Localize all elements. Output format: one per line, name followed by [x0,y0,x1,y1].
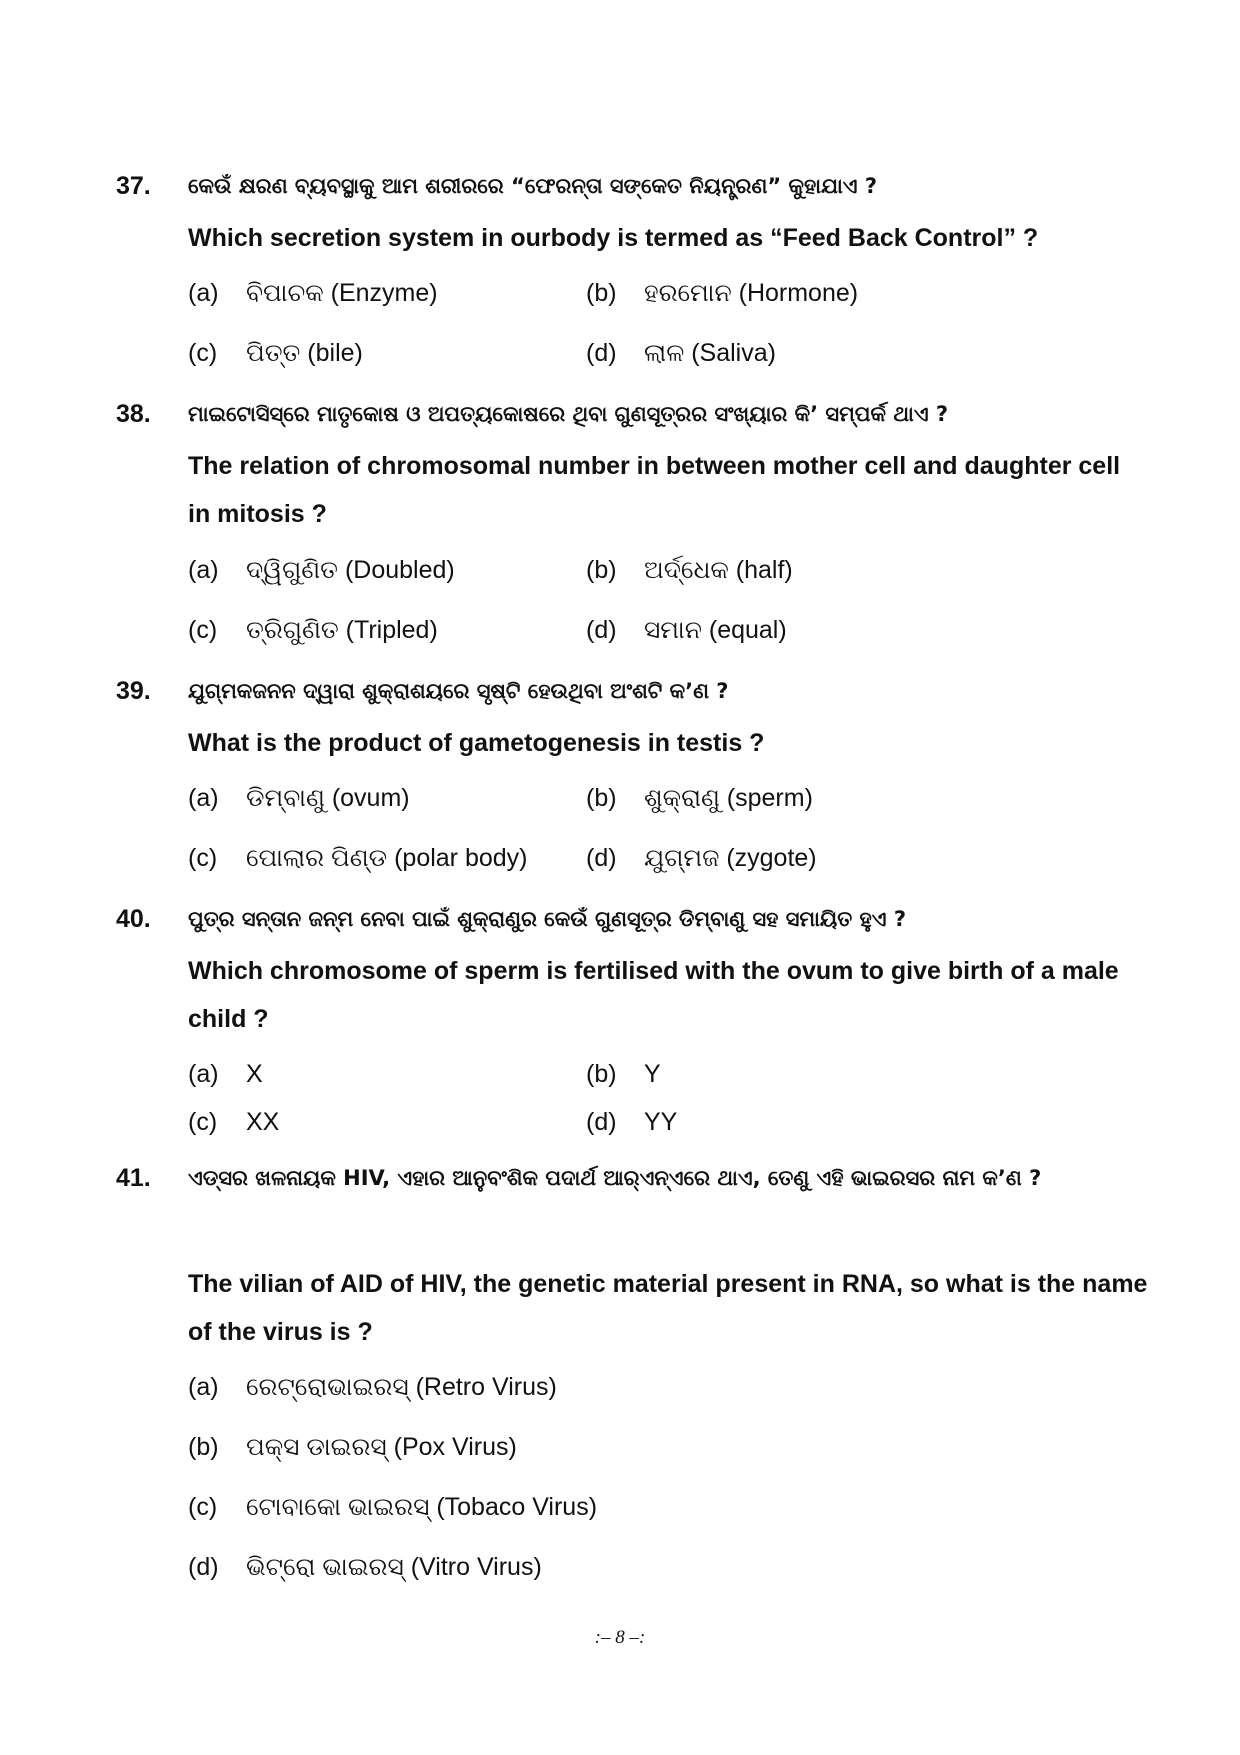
option-d [188,1550,542,1584]
option-c [188,1105,279,1139]
question-text-odia: ପୁତ୍ର ସନ୍ତାନ ଜନ୍ମ ନେବା ପାଇଁ ଶୁକ୍ରାଣୁର କେଉଁ ଗୁଣସୂତ୍ର ଡିମ୍ବାଣୁ ସହ ସମାୟିତ ହୁଏ ? [188,907,907,931]
question-text-odia: ଯୁଗ୍ମକଜନନ ଦ୍ୱାରା ଶୁକ୍ରାଶୟରେ ସୃଷ୍ଟି ହେଉଥିବା ଅଂଶଟି କ’ଣ ? [188,679,729,703]
question-number: 38. [116,400,151,428]
option-label: (c) [188,339,218,367]
option-b [586,276,858,310]
option-label: (b) [586,1060,617,1088]
option-label: (d) [586,1108,617,1136]
question-text-odia: ମାଇଟୋସିସ୍‌ରେ ମାତୃକୋଷ ଓ ଅପତ୍ୟକୋଷରେ ଥିବା ଗୁଣସୂତ୍ରର ସଂଖ୍ୟାର କି’ ସମ୍ପର୍କ ଥାଏ ? [188,402,949,426]
option-label: (c) [188,616,218,644]
question-number: 40. [116,905,151,933]
option-b [188,1430,517,1464]
option-b [586,781,813,815]
option-b [586,553,793,587]
option-text: ପିତ୍ତ (bile) [246,339,363,367]
option-text: X [246,1060,263,1088]
option-text: ଲାଳ (Saliva) [644,339,776,367]
option-label: (a) [188,1060,219,1088]
option-label: (c) [188,844,218,872]
option-text: ଯୁଗ୍ମଜ (zygote) [644,844,817,872]
option-text: ବିପାଚକ (Enzyme) [246,279,438,307]
option-label: (a) [188,1373,219,1401]
option-a [188,1370,557,1404]
option-text: ସମାନ (equal) [644,616,787,644]
option-label: (c) [188,1108,218,1136]
question-number: 39. [116,677,151,705]
option-b [586,1057,661,1091]
option-label: (c) [188,1493,218,1521]
option-text: ହରମୋନ (Hormone) [644,279,859,307]
option-text: ରେଟ୍ରୋଭାଇରସ୍ (Retro Virus) [246,1373,557,1401]
question-text-english: The relation of chromosomal number in between mother cell and daughter cell in mitosis ? [188,452,1121,528]
option-text: ଅର୍ଦ୍ଧେକ (half) [644,556,793,584]
option-a [188,1057,263,1091]
option-d [586,613,787,647]
option-c [188,336,363,370]
question-text-english: What is the product of gametogenesis in testis ? [188,729,765,757]
option-label: (a) [188,556,219,584]
option-label: (b) [586,279,617,307]
option-a [188,553,455,587]
option-text: ପୋଲାର ପିଣ୍ଡ (polar body) [246,844,528,872]
option-c [188,841,528,875]
option-label: (b) [188,1433,219,1461]
option-c [188,1490,597,1524]
option-label: (a) [188,784,219,812]
option-text: ଭିଟ୍ରୋ ଭାଇରସ୍ (Vitro Virus) [246,1553,542,1581]
option-text: ଶୁକ୍ରାଣୁ (sperm) [644,784,813,812]
option-c [188,613,438,647]
option-label: (b) [586,556,617,584]
option-text: XX [246,1108,280,1136]
option-label: (d) [188,1553,219,1581]
question-number: 41. [116,1164,151,1192]
question-text-english: The vilian of AID of HIV, the genetic material present in RNA, so what is the name of the virus is ? [188,1270,1148,1346]
option-text: ଦ୍ୱିଗୁଣିତ (Doubled) [246,556,455,584]
option-text: ଡିମ୍ବାଣୁ (ovum) [246,784,410,812]
option-d [586,1105,677,1139]
option-text: ପକ୍ସ ଡାଇରସ୍ (Pox Virus) [246,1433,517,1461]
option-label: (a) [188,279,219,307]
question-text-english: Which secretion system in ourbody is termed as “Feed Back Control” ? [188,224,1039,252]
option-label: (d) [586,844,617,872]
option-d [586,841,817,875]
option-text: Y [644,1060,661,1088]
option-a [188,276,438,310]
option-text: YY [644,1108,678,1136]
option-d [586,336,776,370]
option-text: ତ୍ରିଗୁଣିତ (Tripled) [246,616,438,644]
question-text-odia: ଏଡ୍‌ସର ଖଳନାୟକ HIV, ଏହାର ଆନୁବଂଶିକ ପଦାର୍ଥ ଆର୍‌ଏନ୍‌ଏରେ ଥାଏ, ତେଣୁ ଏହି ଭାଇରସର ନାମ କ’ଣ ? [188,1166,1042,1190]
option-label: (d) [586,616,617,644]
question-number: 37. [116,172,151,200]
option-label: (d) [586,339,617,367]
question-text-english: Which chromosome of sperm is fertilised with the ovum to give birth of a male child ? [188,957,1119,1033]
page-number: :– 8 –: [594,1627,646,1648]
option-a [188,781,410,815]
option-label: (b) [586,784,617,812]
option-text: ଟୋବାକୋ ଭାଇରସ୍ (Tobaco Virus) [246,1493,598,1521]
question-text-odia: କେଉଁ କ୍ଷରଣ ବ୍ୟବସ୍ଥାକୁ ଆମ ଶରୀରରେ “ଫେରନ୍ତା ସଙ୍କେତ ନିୟନ୍ତ୍ରଣ” କୁହାଯାଏ ? [188,174,878,198]
